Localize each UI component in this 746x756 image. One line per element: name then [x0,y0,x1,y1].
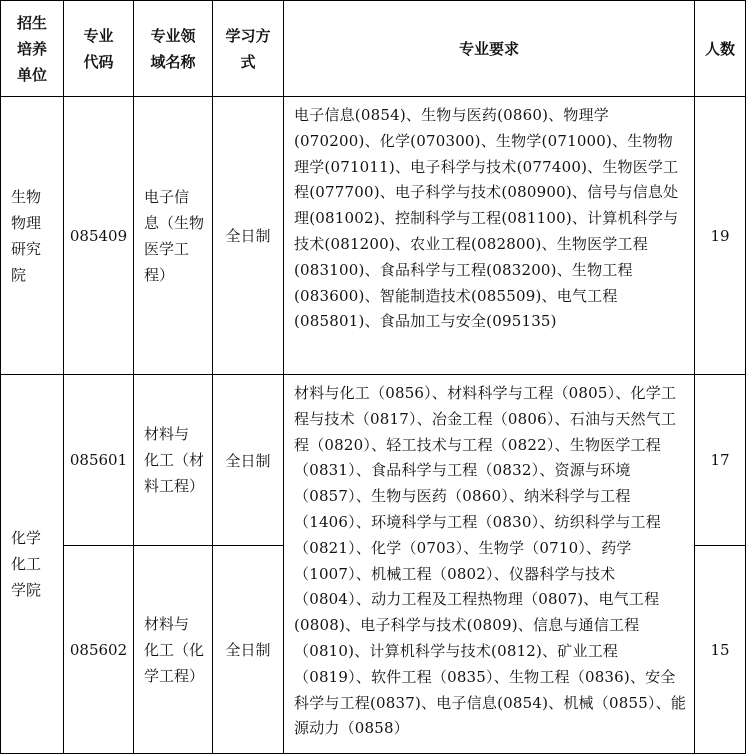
table-row [1,375,746,546]
count-cell: 19 [695,97,746,375]
table-row [1,97,746,375]
header-mode: 学习方 式 [213,1,284,97]
code-cell: 085602 [64,546,134,754]
header-unit: 招生 培养 单位 [1,1,64,97]
requirements-cell: 材料与化工（0856）、材料科学与工程（0805）、化学工程与技术（0817）、冶金工程（0806）、石油与天然气工程（0820）、轻工技术与工程（0822）、生物医学工程（0831）、食品科学与工程（0832）、资源与环境（0857）、生物与医药（0860）、纳米科学与工程（1406）、环境科学与工程（0830）、纺织科学与工程（0821）、化学（0703）、生物学（0710）、药学（1007）、机械工程（0802）、仪器科学与技术（0804）、动力工程及工程热物理（0807)、电气工程(0808)、电子科学与技术(0809)、信息与通信工程（0810)、计算机科学与技术(0812)、矿业工程（0819）、软件工程（0835）、生物工程（0836)、安全科学与工程(0837)、电子信息(0854)、机械（0855）、能源动力（0858） [284,375,695,754]
mode-cell: 全日制 [213,97,284,375]
code-cell: 085409 [64,97,134,375]
unit-cell: 化学 化工 学院 [1,375,64,754]
requirements-cell: 电子信息(0854)、生物与医药(0860)、物理学(070200)、化学(070300)、生物学(071000)、生物物理学(071011)、电子科学与技术(077400)、生物医学工程(077700)、电子科学与技术(080900)、信号与信息处理(081002)、控制科学与工程(081100)、计算机科学与技术(081200)、农业工程(082800)、生物医学工程(083100)、食品科学与工程(083200)、生物工程(083600)、智能制造技术(085509)、电气工程(085801)、食品加工与安全(095135) [284,97,695,375]
field-cell: 材料与 化工（化 学工程） [134,546,213,754]
header-field: 专业领 域名称 [134,1,213,97]
unit-cell: 生物 物理 研究 院 [1,97,64,375]
header-requirements: 专业要求 [284,1,695,97]
mode-cell: 全日制 [213,546,284,754]
count-cell: 15 [695,546,746,754]
field-cell: 材料与 化工（材 料工程） [134,375,213,546]
field-cell: 电子信 息（生物 医学工 程） [134,97,213,375]
mode-cell: 全日制 [213,375,284,546]
header-count: 人数 [695,1,746,97]
count-cell: 17 [695,375,746,546]
code-cell: 085601 [64,375,134,546]
header-row [1,1,746,97]
header-code: 专业 代码 [64,1,134,97]
